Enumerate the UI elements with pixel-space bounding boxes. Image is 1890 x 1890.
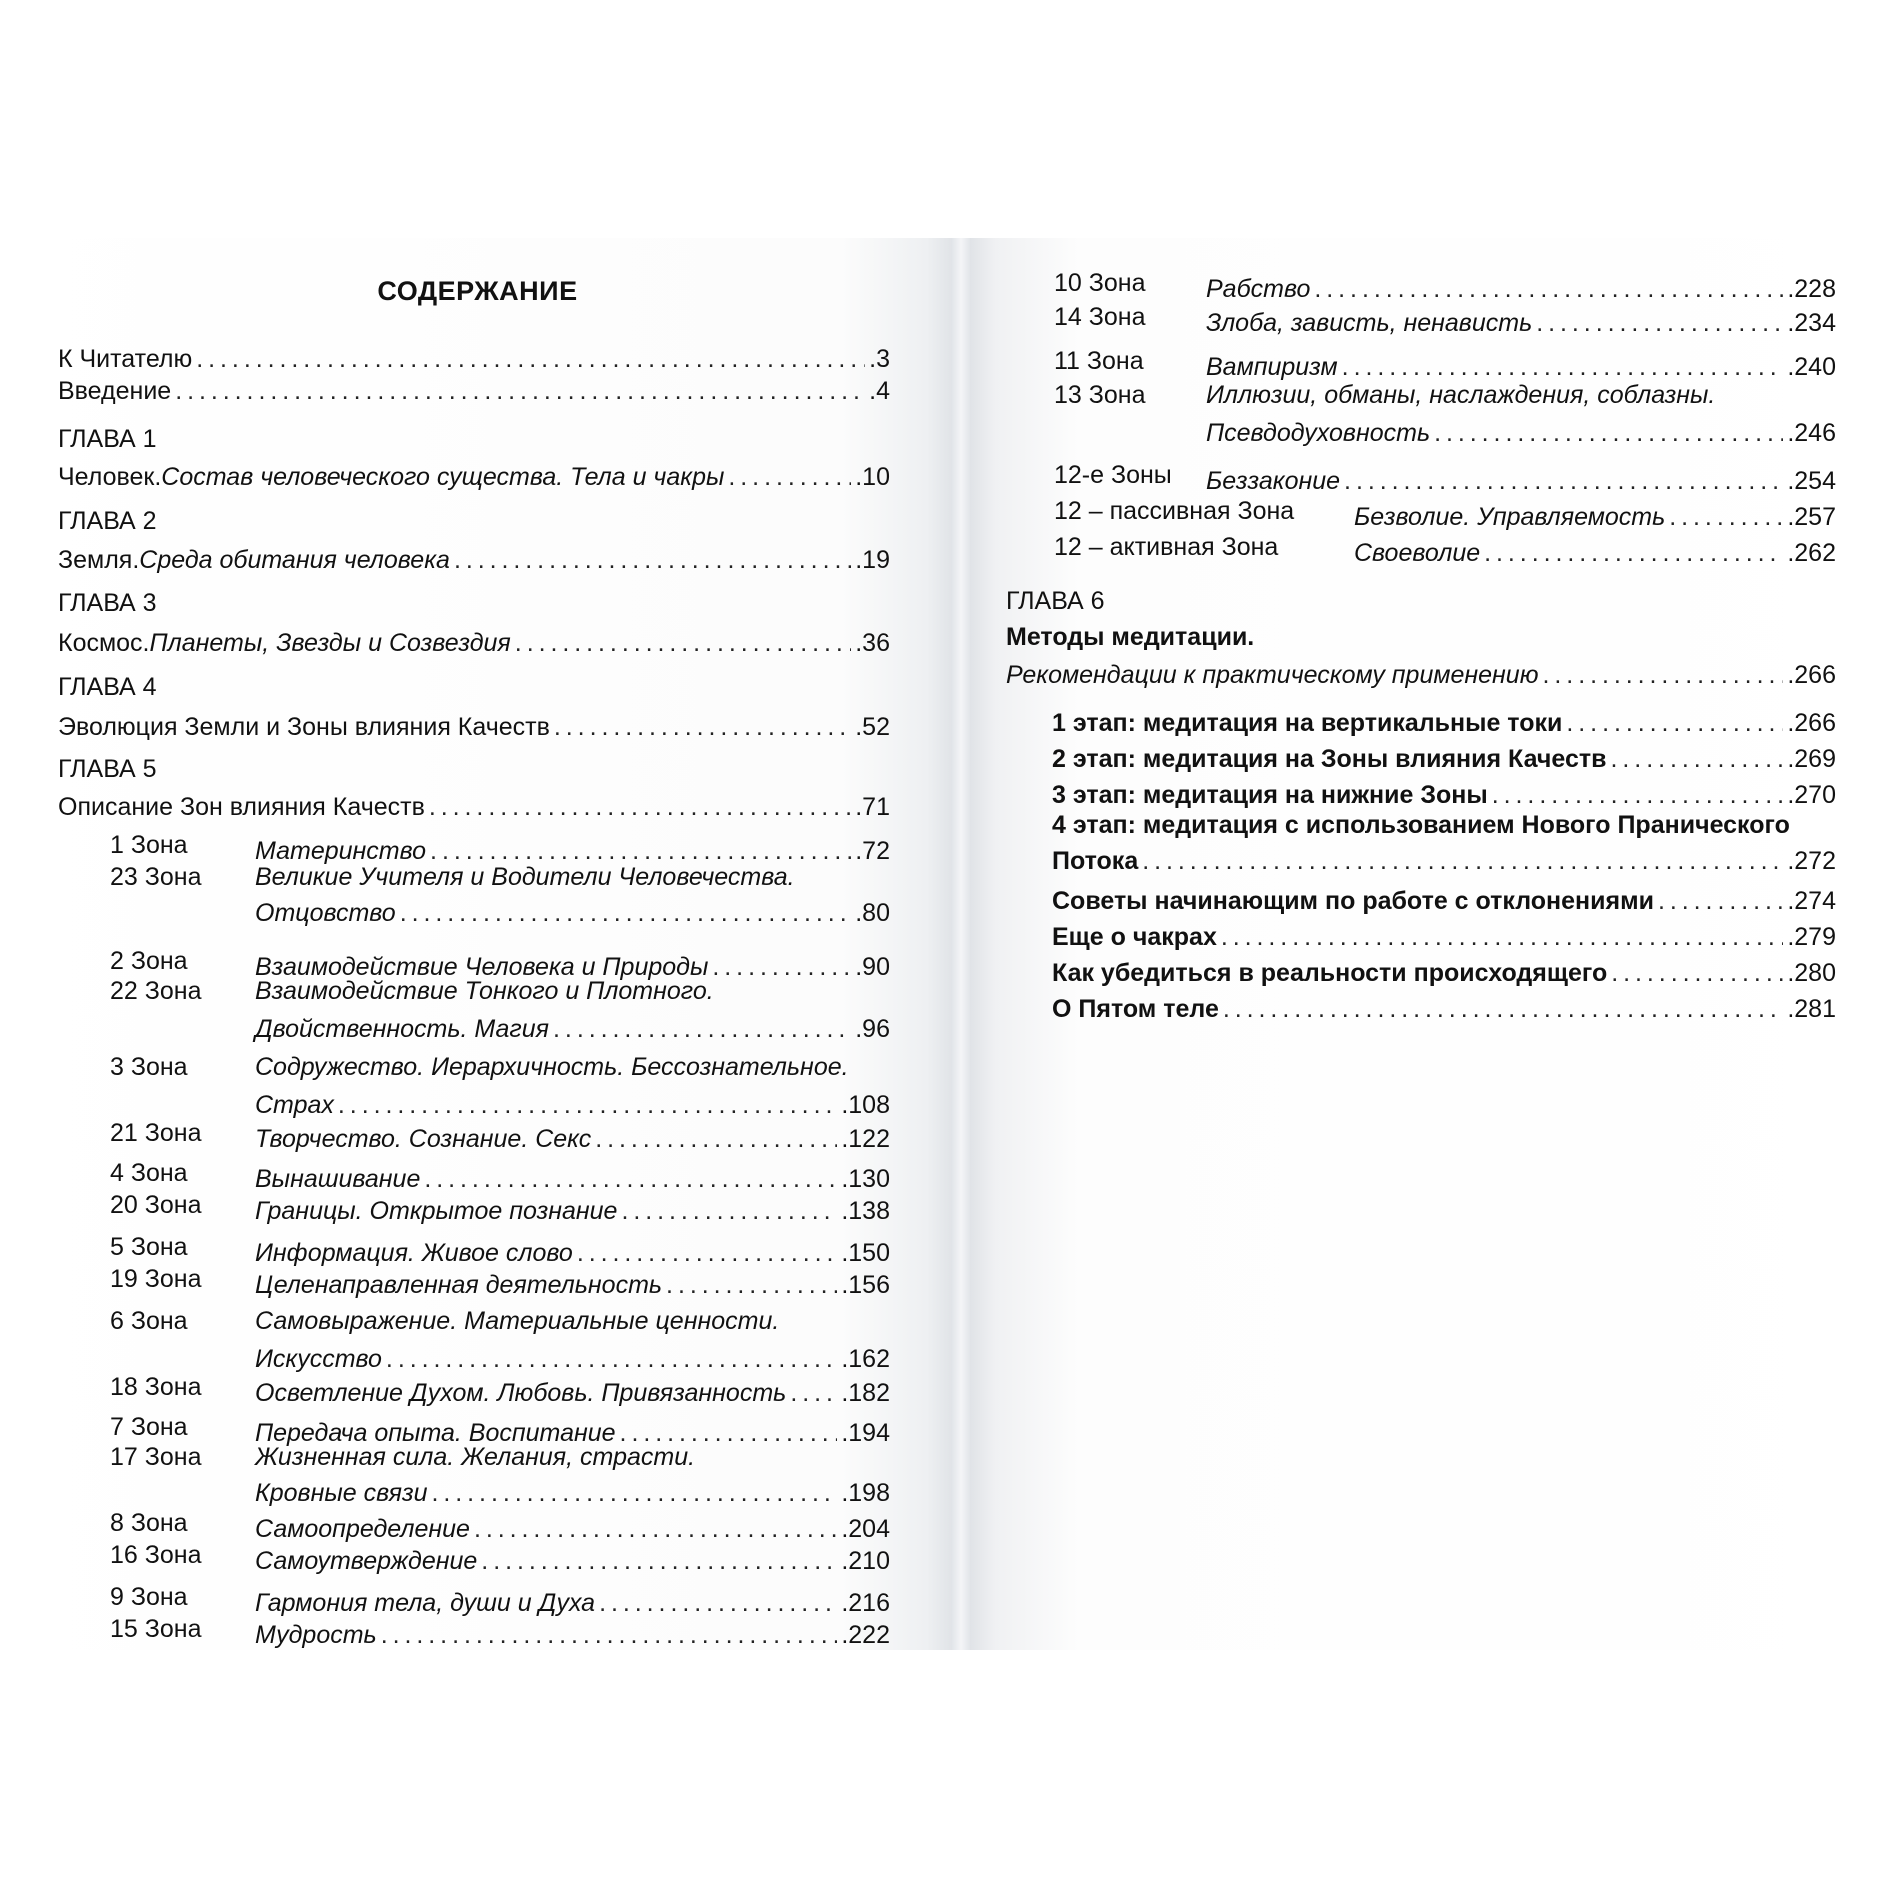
entry-page: .4	[869, 377, 890, 405]
entry-title: Материнство	[255, 837, 427, 865]
zone-label: 12 – пассивная Зона	[1054, 497, 1295, 525]
toc-entry	[255, 1344, 890, 1374]
dot-leader	[554, 712, 851, 742]
chapter-5-label: ГЛАВА 5	[58, 755, 157, 783]
entry-title: К Читателю	[58, 345, 193, 373]
zone-label: 13 Зона	[1054, 381, 1146, 409]
entry-title: Введение	[58, 377, 172, 405]
zone-label: 5 Зона	[110, 1233, 188, 1261]
entry-page: .222	[841, 1621, 890, 1649]
chapter-4-label: ГЛАВА 4	[58, 673, 157, 701]
zone-label: 1 Зона	[110, 831, 188, 859]
entry-page: .228	[1787, 275, 1836, 303]
zone-label: 21 Зона	[110, 1119, 202, 1147]
entry-title: Рабство	[1206, 275, 1311, 303]
toc-entry	[1052, 780, 1836, 810]
dot-leader	[621, 1196, 837, 1226]
toc-entry-ch3	[58, 628, 890, 658]
dot-leader	[1658, 886, 1783, 916]
entry-title: Границы. Открытое познание	[255, 1197, 618, 1225]
toc-entry	[255, 1588, 890, 1618]
zone-label: 11 Зона	[1054, 347, 1144, 375]
toc-entry	[255, 862, 890, 892]
toc-entry-ch1	[58, 462, 890, 492]
entry-page: .162	[841, 1345, 890, 1373]
entry-title: Информация. Живое слово	[255, 1239, 573, 1267]
toc-entry	[255, 1546, 890, 1576]
zone-label: 23 Зона	[110, 863, 202, 891]
toc-entry	[1206, 352, 1836, 382]
dot-leader	[577, 1238, 838, 1268]
toc-entry	[255, 1442, 890, 1472]
dot-leader	[790, 1378, 837, 1408]
toc-entry	[255, 1620, 890, 1650]
toc-entry	[255, 1196, 890, 1226]
entry-page: .270	[1787, 781, 1836, 809]
dot-leader	[1669, 502, 1783, 532]
entry-subtitle: Среда обитания человека	[139, 546, 450, 574]
entry-title: Мудрость	[255, 1621, 377, 1649]
dot-leader	[666, 1270, 837, 1300]
toc-entry	[1052, 958, 1836, 988]
toc-entry	[1052, 994, 1836, 1024]
toc-entry	[1052, 744, 1836, 774]
zone-label: 17 Зона	[110, 1443, 202, 1471]
entry-title: 4 этап: медитация с использованием Нового Пранического	[1052, 811, 1790, 839]
dot-leader	[1342, 352, 1784, 382]
entry-page: .269	[1787, 745, 1836, 773]
entry-title: Двойственность. Магия	[255, 1015, 550, 1043]
entry-title: Творчество. Сознание. Секс	[255, 1125, 592, 1153]
entry-page: .10	[855, 463, 890, 491]
entry-title: Искусство	[255, 1345, 382, 1373]
zone-label: 4 Зона	[110, 1159, 188, 1187]
entry-page: .272	[1787, 847, 1836, 875]
chapter-6-label: ГЛАВА 6	[1006, 587, 1105, 615]
entry-page: .72	[855, 837, 890, 865]
entry-title: Вампиризм	[1206, 353, 1338, 381]
chapter-2-label: ГЛАВА 2	[58, 507, 157, 535]
entry-title: Гармония тела, души и Духа	[255, 1589, 596, 1617]
zone-label: 12 – активная Зона	[1054, 533, 1279, 561]
dot-leader	[1536, 308, 1783, 338]
toc-entry	[255, 1270, 890, 1300]
dot-leader	[481, 1546, 837, 1576]
entry-page: .194	[841, 1419, 890, 1447]
dot-leader	[1142, 846, 1783, 876]
dot-leader	[381, 1620, 838, 1650]
entry-title: Осветление Духом. Любовь. Привязанность	[255, 1379, 787, 1407]
entry-subtitle: Состав человеческого существа. Тела и чакры	[161, 463, 725, 491]
toc-entry	[1354, 538, 1836, 568]
entry-title: Беззаконие	[1206, 467, 1341, 495]
contents-heading: СОДЕРЖАНИЕ	[377, 276, 578, 306]
entry-title: Описание Зон влияния Качеств	[58, 793, 425, 821]
zone-label: 16 Зона	[110, 1541, 202, 1569]
dot-leader	[728, 462, 851, 492]
entry-page: .71	[855, 793, 890, 821]
entry-title: Безволие. Управляемость	[1354, 503, 1666, 531]
toc-entry	[255, 898, 890, 928]
dot-leader	[1543, 660, 1784, 690]
zone-label: 7 Зона	[110, 1413, 188, 1441]
entry-title: Самоутверждение	[255, 1547, 478, 1575]
entry-title: Отцовство	[255, 899, 396, 927]
dot-leader	[454, 545, 851, 575]
entry-page: .262	[1787, 539, 1836, 567]
chapter-1-label: ГЛАВА 1	[58, 425, 157, 453]
toc-entry	[255, 1124, 890, 1154]
toc-entry-ch2	[58, 545, 890, 575]
book-gutter	[952, 238, 970, 1650]
entry-title: Кровные связи	[255, 1479, 428, 1507]
entry-page: .19	[855, 546, 890, 574]
toc-entry	[255, 1378, 890, 1408]
entry-subtitle: Планеты, Звезды и Созвездия	[149, 629, 511, 657]
zone-label: 22 Зона	[110, 977, 202, 1005]
zone-label: 18 Зона	[110, 1373, 202, 1401]
toc-entry	[255, 1014, 890, 1044]
dot-leader	[1566, 708, 1783, 738]
entry-title: О Пятом теле	[1052, 995, 1219, 1023]
toc-entry	[255, 1478, 890, 1508]
entry-page: .266	[1787, 709, 1836, 737]
toc-entry	[255, 1514, 890, 1544]
dot-leader	[1492, 780, 1784, 810]
dot-leader	[175, 376, 865, 406]
entry-title: Страх	[255, 1091, 334, 1119]
entry-title: 3 этап: медитация на нижние Зоны	[1052, 781, 1488, 809]
zone-label: 10 Зона	[1054, 269, 1146, 297]
entry-page: .198	[841, 1479, 890, 1507]
entry-title: Как убедиться в реальности происходящего	[1052, 959, 1608, 987]
entry-title: 1 этап: медитация на вертикальные токи	[1052, 709, 1563, 737]
entry-page: .90	[855, 953, 890, 981]
entry-page: .122	[841, 1125, 890, 1153]
toc-entry	[1206, 418, 1836, 448]
toc-entry	[255, 1052, 890, 1082]
entry-title: Рекомендации к практическому применению	[1006, 661, 1539, 689]
entry-page: .80	[855, 899, 890, 927]
entry-page: .204	[841, 1515, 890, 1543]
chapter-3-label: ГЛАВА 3	[58, 589, 157, 617]
zone-label: 15 Зона	[110, 1615, 202, 1643]
entry-title: Жизненная сила. Желания, страсти.	[255, 1443, 696, 1471]
dot-leader	[599, 1588, 837, 1618]
dot-leader	[386, 1344, 837, 1374]
entry-title: Содружество. Иерархичность. Бессознательное.	[255, 1053, 849, 1081]
entry-title: Земля.	[58, 546, 140, 574]
entry-page: .150	[841, 1239, 890, 1267]
entry-title: Советы начинающим по работе с отклонениями	[1052, 887, 1654, 915]
entry-page: .52	[855, 713, 890, 741]
toc-entry-ch4	[58, 712, 890, 742]
entry-page: .234	[1787, 309, 1836, 337]
entry-title: Еще о чакрах	[1052, 923, 1217, 951]
zone-label: 6 Зона	[110, 1307, 188, 1335]
entry-title: Космос.	[58, 629, 150, 657]
toc-entry	[1052, 846, 1836, 876]
toc-entry	[1354, 502, 1836, 532]
entry-title: Самовыражение. Материальные ценности.	[255, 1307, 780, 1335]
entry-page: .280	[1787, 959, 1836, 987]
dot-leader	[400, 898, 852, 928]
dot-leader	[1611, 744, 1784, 774]
dot-leader	[1434, 418, 1783, 448]
entry-page: .240	[1787, 353, 1836, 381]
toc-entry	[1052, 922, 1836, 952]
entry-title: Потока	[1052, 847, 1139, 875]
toc-entry	[255, 1090, 890, 1120]
toc-entry-ch5	[58, 792, 890, 822]
entry-page: .274	[1787, 887, 1836, 915]
chapter-6-title: Методы медитации.	[1006, 623, 1255, 651]
toc-entry-intro	[58, 376, 890, 406]
toc-entry	[255, 1164, 890, 1194]
entry-title: Взаимодействие Человека и Природы	[255, 953, 709, 981]
zone-label: 12-е Зоны	[1054, 461, 1172, 489]
zone-label: 8 Зона	[110, 1509, 188, 1537]
zone-label: 20 Зона	[110, 1191, 202, 1219]
toc-entry	[1052, 708, 1836, 738]
entry-title: Злоба, зависть, ненависть	[1206, 309, 1533, 337]
entry-title: Великие Учителя и Водители Человечества.	[255, 863, 795, 891]
entry-page: .254	[1787, 467, 1836, 495]
toc-entry	[1052, 886, 1836, 916]
dot-leader	[338, 1090, 837, 1120]
entry-page: .281	[1787, 995, 1836, 1023]
zone-label: 9 Зона	[110, 1583, 188, 1611]
entry-title: Передача опыта. Воспитание	[255, 1419, 616, 1447]
toc-entry	[1206, 308, 1836, 338]
entry-page: .108	[841, 1091, 890, 1119]
dot-leader	[1223, 994, 1783, 1024]
toc-entry-ch6	[1006, 660, 1836, 690]
entry-page: .246	[1787, 419, 1836, 447]
toc-entry	[1206, 380, 1836, 410]
entry-page: .279	[1787, 923, 1836, 951]
zone-label: 2 Зона	[110, 947, 188, 975]
entry-page: .130	[841, 1165, 890, 1193]
entry-page: .257	[1787, 503, 1836, 531]
dot-leader	[1221, 922, 1783, 952]
dot-leader	[1484, 538, 1783, 568]
dot-leader	[1611, 958, 1783, 988]
dot-leader	[595, 1124, 837, 1154]
entry-page: .96	[855, 1015, 890, 1043]
zone-label: 19 Зона	[110, 1265, 202, 1293]
entry-page: .182	[841, 1379, 890, 1407]
dot-leader	[431, 1478, 837, 1508]
toc-entry	[1206, 274, 1836, 304]
dot-leader	[429, 792, 851, 822]
toc-entry	[1052, 810, 1836, 840]
entry-page: .216	[841, 1589, 890, 1617]
toc-entry	[255, 1238, 890, 1268]
entry-title: Псевдодуховность	[1206, 419, 1431, 447]
dot-leader	[196, 344, 865, 374]
zone-label: 14 Зона	[1054, 303, 1146, 331]
dot-leader	[515, 628, 851, 658]
toc-entry-reader	[58, 344, 890, 374]
toc-entry	[255, 976, 890, 1006]
entry-title: Самоопределение	[255, 1515, 470, 1543]
dot-leader	[1344, 466, 1783, 496]
entry-page: .138	[841, 1197, 890, 1225]
entry-title: Иллюзии, обманы, наслаждения, соблазны.	[1206, 381, 1716, 409]
entry-title: Эволюция Земли и Зоны влияния Качеств	[58, 713, 550, 741]
entry-title: 2 этап: медитация на Зоны влияния Качеств	[1052, 745, 1607, 773]
entry-title: Человек.	[58, 463, 162, 491]
entry-title: Вынашивание	[255, 1165, 421, 1193]
zone-label: 3 Зона	[110, 1053, 188, 1081]
entry-page: .266	[1787, 661, 1836, 689]
dot-leader	[474, 1514, 837, 1544]
dot-leader	[553, 1014, 851, 1044]
entry-page: .3	[869, 345, 890, 373]
entry-page: .36	[855, 629, 890, 657]
entry-page: .210	[841, 1547, 890, 1575]
dot-leader	[424, 1164, 837, 1194]
entry-page: .156	[841, 1271, 890, 1299]
dot-leader	[1314, 274, 1783, 304]
toc-entry	[1206, 466, 1836, 496]
entry-title: Своеволие	[1354, 539, 1481, 567]
toc-entry	[255, 1306, 890, 1336]
entry-title: Целенаправленная деятельность	[255, 1271, 663, 1299]
entry-title: Взаимодействие Тонкого и Плотного.	[255, 977, 714, 1005]
